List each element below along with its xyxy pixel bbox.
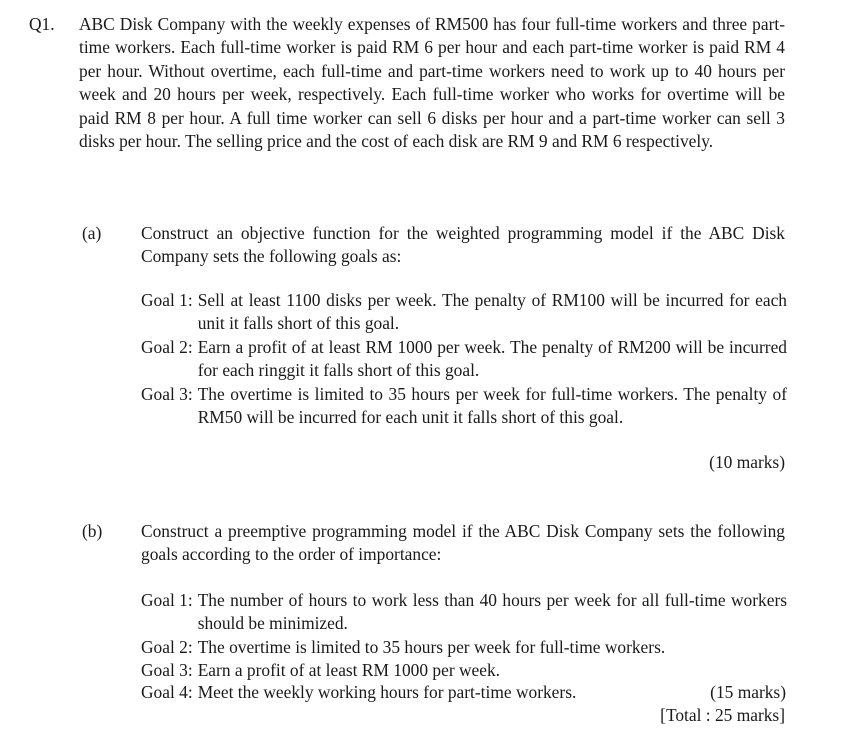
part-b-goal-2 — [141, 636, 787, 659]
goal-label: Goal 4: — [141, 682, 193, 702]
goal-text: Earn a profit of at least RM 1000 per week. — [197, 660, 500, 681]
goal-text: The number of hours to work less than 40 hours per week for all full-time workers should be minimized. — [197, 590, 787, 634]
goal-label: Goal 2: — [141, 336, 193, 357]
goal-text: The overtime is limited to 35 hours per week for full-time workers. The penalty of RM50 will be incurred for each unit it falls short of this goal. — [197, 383, 787, 428]
part-a-intro: Construct an objective function for the weighted programming model if the ABC Disk Company sets the following goals as: — [141, 223, 785, 267]
goal-text: The overtime is limited to 35 hours per week for full-time workers. — [197, 636, 666, 657]
part-b-goal-4 — [141, 681, 786, 704]
total-marks: [Total : 25 marks] — [660, 705, 785, 725]
goal-label: Goal 3: — [141, 660, 193, 681]
goal-text: Sell at least 1100 disks per week. The penalty of RM100 will be incurred for each unit it falls short of this goal. — [197, 290, 787, 334]
goal-text: Meet the weekly working hours for part-time workers. — [197, 682, 577, 702]
part-a-marks: (10 marks) — [709, 452, 785, 472]
part-a-goals — [141, 289, 787, 429]
part-b-label: (b) — [82, 521, 103, 541]
part-b-goals — [141, 589, 787, 683]
part-b-intro: Construct a preemptive programming model if the ABC Disk Company sets the following goals according to the order of importance: — [141, 521, 785, 565]
goal-label: Goal 3: — [141, 383, 193, 404]
part-a-goal-3 — [141, 383, 787, 430]
goal-label: Goal 1: — [141, 290, 193, 310]
goal-label: Goal 1: — [141, 590, 193, 610]
part-b-goal-1 — [141, 589, 787, 636]
part-a-goal-2 — [141, 336, 787, 383]
question-number: Q1. — [29, 14, 55, 34]
part-a-goal-1 — [141, 289, 787, 336]
part-b-marks: (15 marks) — [710, 682, 786, 702]
question-text: ABC Disk Company with the weekly expenses of RM500 has four full-time workers and three part-time workers. Each full-time worker is paid RM 6 per hour and each part-time worker is paid RM 4 per hour. Without overtime, each full-time and part-time workers need to work up to 40 hours per week and 20 hours per week, respectively. Each full-time worker who works for overtime will be paid RM 8 per hour. A full time worker can sell 6 disks per hour and a part-time worker can sell 3 disks per hour. The selling price and the cost of each disk are RM 9 and RM 6 respectively. — [79, 14, 785, 152]
goal-label: Goal 2: — [141, 636, 193, 657]
goal-text: Earn a profit of at least RM 1000 per week. The penalty of RM200 will be incurred for each ringgit it falls short of this goal. — [197, 336, 787, 381]
part-a-label: (a) — [82, 223, 102, 243]
part-b-goal-3 — [141, 659, 787, 682]
